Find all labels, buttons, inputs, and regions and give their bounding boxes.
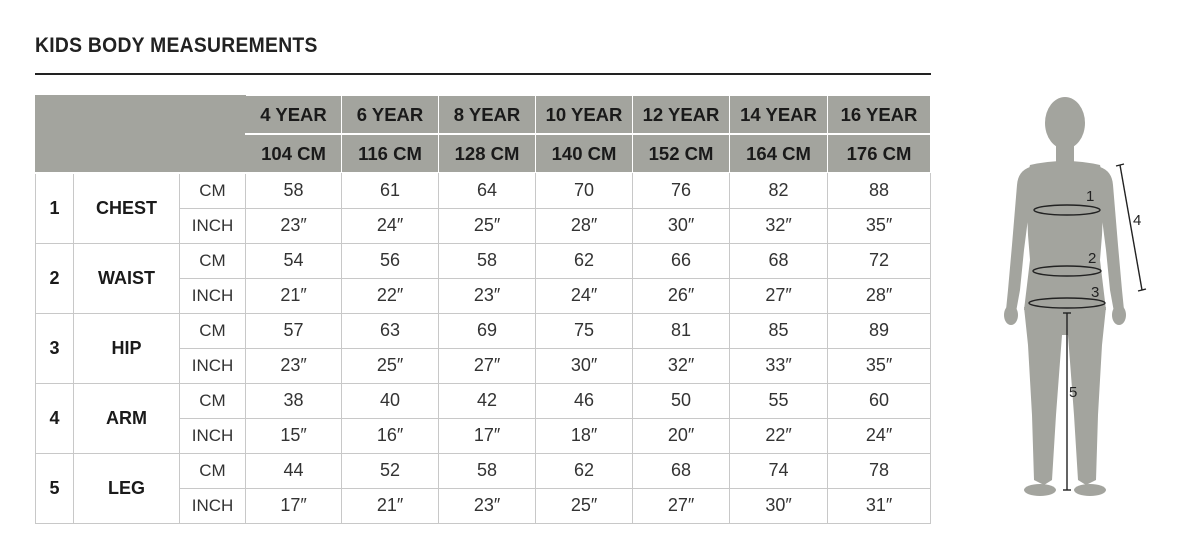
table-cell: 31″ [828, 488, 931, 523]
measurement-number: 2 [36, 243, 74, 313]
unit-label: CM [180, 383, 246, 418]
measurement-name: LEG [74, 453, 180, 523]
table-cell: 40 [342, 383, 439, 418]
header-blank-cell [36, 96, 246, 173]
table-cell: 21″ [246, 278, 342, 313]
waist-guide-label: 2 [1088, 250, 1097, 267]
height-header: 128 CM [439, 134, 536, 173]
table-row-waist-cm [36, 243, 931, 278]
table-cell: 58 [439, 453, 536, 488]
table-cell: 76 [633, 173, 730, 209]
measurement-name: CHEST [74, 173, 180, 244]
table-cell: 24″ [342, 208, 439, 243]
unit-label: INCH [180, 348, 246, 383]
table-cell: 55 [730, 383, 828, 418]
title-divider [35, 73, 931, 75]
unit-label: CM [180, 243, 246, 278]
table-cell: 24″ [828, 418, 931, 453]
height-header: 164 CM [730, 134, 828, 173]
arm-guide-cap-top [1116, 164, 1124, 166]
table-cell: 78 [828, 453, 931, 488]
unit-label: INCH [180, 278, 246, 313]
table-cell: 27″ [439, 348, 536, 383]
unit-label: INCH [180, 418, 246, 453]
table-cell: 26″ [633, 278, 730, 313]
table-cell: 64 [439, 173, 536, 209]
table-cell: 50 [633, 383, 730, 418]
table-cell: 18″ [536, 418, 633, 453]
table-cell: 30″ [730, 488, 828, 523]
measurement-number: 3 [36, 313, 74, 383]
table-cell: 88 [828, 173, 931, 209]
height-header: 116 CM [342, 134, 439, 173]
table-cell: 23″ [439, 278, 536, 313]
table-cell: 75 [536, 313, 633, 348]
table-cell: 30″ [633, 208, 730, 243]
table-cell: 27″ [633, 488, 730, 523]
table-cell: 22″ [730, 418, 828, 453]
table-cell: 35″ [828, 348, 931, 383]
arm-guide-cap-bottom [1138, 289, 1146, 291]
age-header: 16 YEAR [828, 96, 931, 135]
measurement-name: ARM [74, 383, 180, 453]
table-cell: 61 [342, 173, 439, 209]
table-cell: 68 [633, 453, 730, 488]
age-header: 14 YEAR [730, 96, 828, 135]
table-cell: 42 [439, 383, 536, 418]
leg-guide-label: 5 [1069, 384, 1078, 401]
table-cell: 23″ [246, 348, 342, 383]
age-header: 6 YEAR [342, 96, 439, 135]
table-row-chest-cm [36, 173, 931, 209]
unit-label: INCH [180, 208, 246, 243]
body-silhouette [1004, 97, 1126, 496]
table-row-hip-cm [36, 313, 931, 348]
age-header: 10 YEAR [536, 96, 633, 135]
table-cell: 25″ [536, 488, 633, 523]
table-cell: 52 [342, 453, 439, 488]
unit-label: CM [180, 173, 246, 209]
measurement-number: 5 [36, 453, 74, 523]
table-cell: 27″ [730, 278, 828, 313]
table-cell: 82 [730, 173, 828, 209]
table-row-arm-cm [36, 383, 931, 418]
table-row-leg-cm [36, 453, 931, 488]
measurement-number: 1 [36, 173, 74, 244]
table-cell: 17″ [439, 418, 536, 453]
table-cell: 38 [246, 383, 342, 418]
table-cell: 60 [828, 383, 931, 418]
height-header: 152 CM [633, 134, 730, 173]
table-cell: 22″ [342, 278, 439, 313]
table-cell: 58 [439, 243, 536, 278]
table-cell: 58 [246, 173, 342, 209]
table-cell: 74 [730, 453, 828, 488]
hip-guide-label: 3 [1091, 284, 1100, 301]
measurement-name: WAIST [74, 243, 180, 313]
age-header-row [36, 96, 931, 135]
table-cell: 63 [342, 313, 439, 348]
table-cell: 81 [633, 313, 730, 348]
table-cell: 24″ [536, 278, 633, 313]
table-cell: 23″ [439, 488, 536, 523]
table-cell: 57 [246, 313, 342, 348]
table-cell: 32″ [730, 208, 828, 243]
height-header: 176 CM [828, 134, 931, 173]
age-header: 4 YEAR [246, 96, 342, 135]
table-cell: 85 [730, 313, 828, 348]
table-cell: 16″ [342, 418, 439, 453]
table-cell: 33″ [730, 348, 828, 383]
table-cell: 46 [536, 383, 633, 418]
table-cell: 17″ [246, 488, 342, 523]
unit-label: INCH [180, 488, 246, 523]
table-cell: 30″ [536, 348, 633, 383]
body-figure-illustration [990, 85, 1160, 505]
table-cell: 89 [828, 313, 931, 348]
table-cell: 28″ [828, 278, 931, 313]
height-header: 140 CM [536, 134, 633, 173]
chest-guide-label: 1 [1086, 188, 1095, 205]
table-cell: 25″ [439, 208, 536, 243]
unit-label: CM [180, 453, 246, 488]
table-cell: 62 [536, 453, 633, 488]
table-cell: 62 [536, 243, 633, 278]
table-cell: 69 [439, 313, 536, 348]
table-cell: 25″ [342, 348, 439, 383]
page-title: KIDS BODY MEASUREMENTS [35, 34, 318, 57]
table-cell: 56 [342, 243, 439, 278]
table-cell: 23″ [246, 208, 342, 243]
table-cell: 15″ [246, 418, 342, 453]
table-cell: 35″ [828, 208, 931, 243]
table-cell: 28″ [536, 208, 633, 243]
age-header: 8 YEAR [439, 96, 536, 135]
table-cell: 66 [633, 243, 730, 278]
height-header: 104 CM [246, 134, 342, 173]
unit-label: CM [180, 313, 246, 348]
table-cell: 21″ [342, 488, 439, 523]
age-header: 12 YEAR [633, 96, 730, 135]
measurement-number: 4 [36, 383, 74, 453]
table-cell: 54 [246, 243, 342, 278]
table-cell: 72 [828, 243, 931, 278]
table-cell: 70 [536, 173, 633, 209]
size-chart-table [35, 95, 931, 524]
table-cell: 44 [246, 453, 342, 488]
table-cell: 32″ [633, 348, 730, 383]
table-cell: 68 [730, 243, 828, 278]
table-cell: 20″ [633, 418, 730, 453]
arm-guide-label: 4 [1133, 212, 1142, 229]
measurement-name: HIP [74, 313, 180, 383]
